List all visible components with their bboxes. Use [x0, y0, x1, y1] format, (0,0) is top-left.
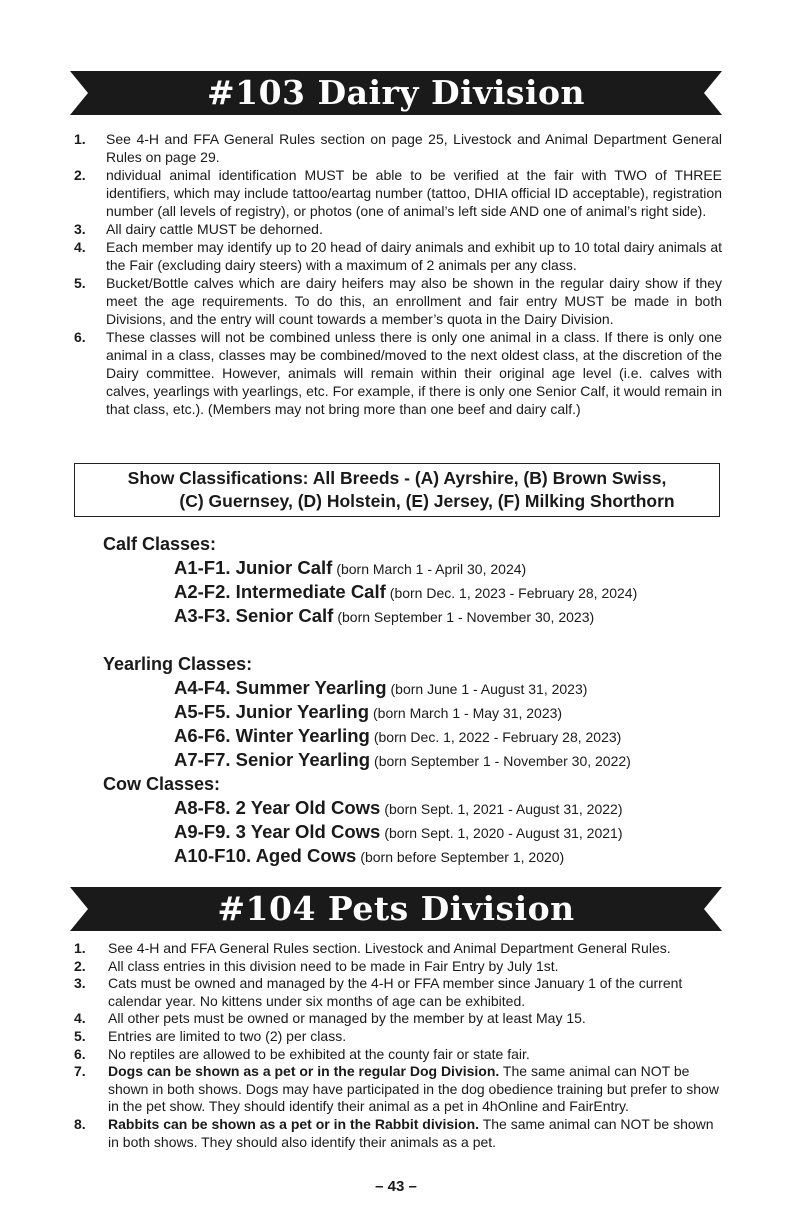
class-entry: A10-F10. Aged Cows (born before September 1, 2020): [174, 845, 565, 866]
page-number: – 43 –: [375, 1178, 417, 1195]
pets-division-title: #104 Pets Division: [217, 889, 575, 928]
pets-rule: 5. Entries are limited to two (2) per class.: [74, 1027, 347, 1044]
dairy-division-title: #103 Dairy Division: [206, 73, 586, 112]
class-entry: A6-F6. Winter Yearling (born Dec. 1, 2022 - February 28, 2023): [174, 725, 622, 746]
pets-rule: 4. All other pets must be owned or managed by the member by at least May 15.: [74, 1010, 586, 1027]
class-entry: A7-F7. Senior Yearling (born September 1 - November 30, 2022): [174, 749, 631, 770]
pets-rule: 3. Cats must be owned and managed by the 4-H or FFA member since January 1 of the current calendar year. No kittens under six months of age can be exhibited.: [74, 975, 683, 1009]
classifications-line-1: Show Classifications: All Breeds - (A) Ayrshire, (B) Brown Swiss,: [127, 468, 667, 488]
show-classifications-box: [74, 463, 720, 517]
class-entry: A5-F5. Junior Yearling (born March 1 - May 31, 2023): [174, 701, 563, 722]
dairy-rules-list: [74, 130, 722, 418]
class-entry: A1-F1. Junior Calf (born March 1 - April 30, 2024): [174, 557, 527, 578]
pets-rule: 7. Dogs can be shown as a pet or in the regular Dog Division. The same animal can NOT be shown in both shows. Dogs may have participated in the dog obedience training but prefer to show in the pet show. They should identify their animal as a pet in 4hOnline and FairEntry.: [74, 1063, 719, 1115]
dairy-rule: 6. These classes will not be combined unless there is only one animal in a class. If there is only one animal in a class, classes may be combined/moved to the next oldest class, at the discretion of the Dairy committee. However, animals will remain within their original age level (i.e. calves with calves, yearlings with yearlings, etc. For example, if there is only one Senior Calf, it would remain in that class, etc.). (Members may not bring more than one beef and dairy calf.): [74, 329, 722, 417]
class-entry: A4-F4. Summer Yearling (born June 1 - August 31, 2023): [174, 677, 588, 698]
pets-rule: 1. See 4-H and FFA General Rules section. Livestock and Animal Department General Rules.: [74, 940, 671, 956]
dairy-rule: 2. ndividual animal identification MUST be able to be verified at the fair with TWO of THREE identifiers, which may include tattoo/eartag number (tattoo, DHIA official ID acceptable), registration number (all levels of registry), or photos (one of animal’s left side AND one of animal’s right side).: [74, 167, 722, 219]
pets-rule: 8. Rabbits can be shown as a pet or in the Rabbit division. The same animal can NOT be shown in both shows. They should also identify their animals as a pet.: [74, 1115, 714, 1150]
dairy-rule: 4. Each member may identify up to 20 head of dairy animals and exhibit up to 10 total dairy animals at the Fair (excluding dairy steers) with a maximum of 2 animals per any class.: [74, 239, 722, 273]
calf-classes-label: Calf Classes:: [103, 534, 217, 554]
class-entry: A9-F9. 3 Year Old Cows (born Sept. 1, 2020 - August 31, 2021): [174, 821, 623, 842]
class-entry: A8-F8. 2 Year Old Cows (born Sept. 1, 2021 - August 31, 2022): [174, 797, 623, 818]
yearling-classes-label: Yearling Classes:: [103, 654, 253, 674]
dairy-rule: 3. All dairy cattle MUST be dehorned.: [74, 221, 323, 237]
dairy-rule: 5. Bucket/Bottle calves which are dairy heifers may also be shown in the regular dairy show if they meet the age requirements. To do this, an enrollment and fair entry MUST be made in both Divisions, and the entry will count towards a member’s quota in the Dairy Division.: [74, 275, 722, 327]
classifications-line-2: (C) Guernsey, (D) Holstein, (E) Jersey, (F) Milking Shorthorn: [179, 491, 675, 511]
class-entry: A3-F3. Senior Calf (born September 1 - November 30, 2023): [174, 605, 595, 626]
class-entry: A2-F2. Intermediate Calf (born Dec. 1, 2023 - February 28, 2024): [174, 581, 638, 602]
pets-rule: 2. All class entries in this division need to be made in Fair Entry by July 1st.: [74, 957, 559, 974]
dairy-division-banner: [70, 71, 722, 115]
dairy-rule: 1. See 4-H and FFA General Rules section on page 25, Livestock and Animal Department General Rules on page 29.: [74, 131, 722, 165]
pets-rule: 6. No reptiles are allowed to be exhibited at the county fair or state fair.: [74, 1045, 530, 1062]
pets-division-banner: [70, 887, 722, 931]
cow-classes-label: Cow Classes:: [103, 774, 221, 794]
pets-rules-list: [74, 940, 722, 1151]
